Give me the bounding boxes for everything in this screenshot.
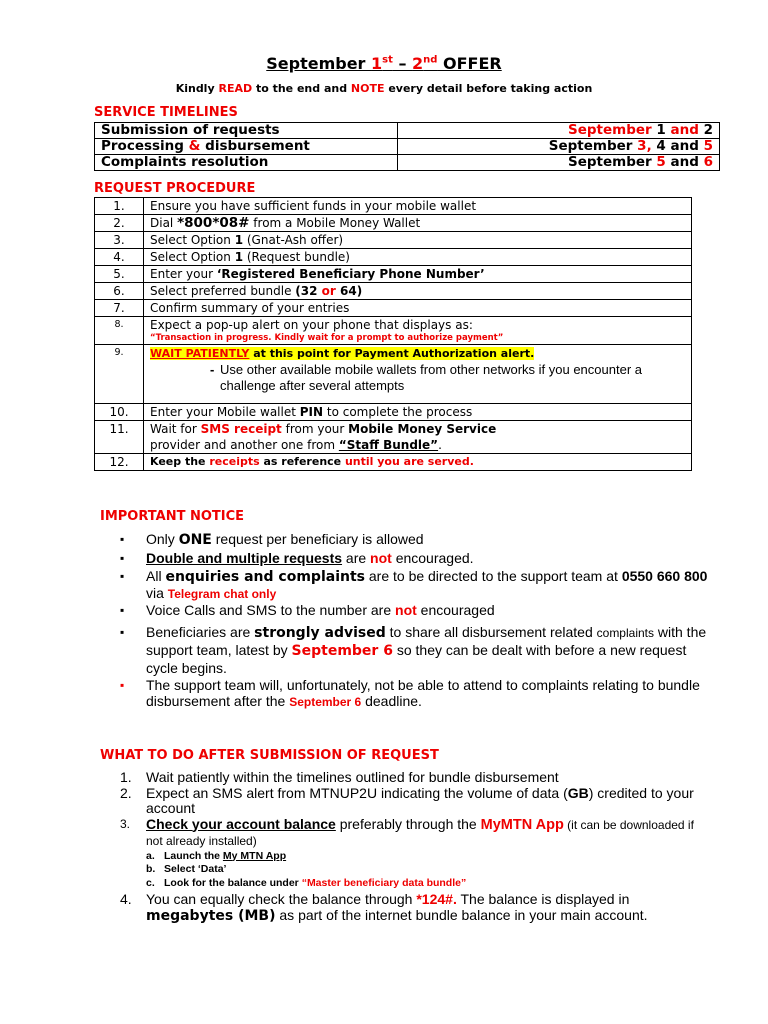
- table-row: [95, 266, 692, 283]
- table-row: [95, 123, 720, 139]
- service-timelines-heading: SERVICE TIMELINES: [94, 105, 238, 120]
- timeline-dates: September 5 and 6: [398, 155, 720, 171]
- step-number: 9.: [95, 345, 144, 404]
- list-item: a. Launch the My MTN App: [146, 849, 287, 862]
- list-item: 2. Expect an SMS alert from MTNUP2U indicating the volume of data (GB) credited to your account: [120, 784, 694, 816]
- table-row: [95, 454, 692, 471]
- notice-list: [120, 531, 710, 710]
- after-submission-heading: WHAT TO DO AFTER SUBMISSION OF REQUEST: [100, 748, 439, 763]
- step-number: 2.: [95, 215, 144, 232]
- step-text: Expect a pop-up alert on your phone that displays as: “Transaction in progress. Kindly wait for a prompt to authorize payment”: [144, 317, 692, 345]
- step-number: 5.: [95, 266, 144, 283]
- step-text: Enter your Mobile wallet PIN to complete the process: [144, 404, 692, 421]
- step-number: 10.: [95, 404, 144, 421]
- step-text: Ensure you have sufficient funds in your mobile wallet: [144, 198, 692, 215]
- wait-highlight: WAIT PATIENTLY at this point for Payment Authorization alert.: [150, 347, 535, 360]
- table-row: [95, 283, 692, 300]
- page-title: September 1st – 2nd OFFER: [266, 54, 502, 73]
- timeline-label: Complaints resolution: [95, 155, 398, 171]
- step-number: 3.: [95, 232, 144, 249]
- table-row: [95, 404, 692, 421]
- list-item: b. Select ‘Data’: [146, 863, 227, 875]
- list-item: ▪ All enquiries and complaints are to be directed to the support team at 0550 660 800 via Telegram chat only: [120, 568, 708, 601]
- step-text: Select Option 1 (Gnat-Ash offer): [144, 232, 692, 249]
- list-item: 4. You can equally check the balance through *124#. The balance is displayed in megabytes (MB) as part of the internet bundle balance in your main account.: [120, 891, 648, 924]
- step-number: 7.: [95, 300, 144, 317]
- table-row: [95, 215, 692, 232]
- step-text: Keep the receipts as reference until you are served.: [144, 454, 692, 471]
- step-number: 4.: [95, 249, 144, 266]
- step-number: 12.: [95, 454, 144, 471]
- step-text: Confirm summary of your entries: [144, 300, 692, 317]
- list-item: ▪ Only ONE request per beneficiary is allowed: [120, 531, 424, 548]
- step-text: [144, 345, 692, 404]
- step-number: 6.: [95, 283, 144, 300]
- list-item: 3. Check your account balance preferably through the MyMTN App (it can be downloaded if not already installed) a. Launch the My MTN App b. Select ‘Data’ c. Look for the balance under “Master beneficiary data bundle”: [120, 817, 710, 891]
- table-row: [95, 421, 692, 454]
- service-timelines-table: [94, 122, 720, 171]
- list-item: c. Look for the balance under “Master beneficiary data bundle”: [146, 876, 467, 889]
- request-procedure-table: [94, 197, 692, 471]
- timeline-label: Submission of requests: [95, 123, 398, 139]
- step-text: Enter your ‘Registered Beneficiary Phone Number’: [144, 266, 692, 283]
- request-procedure-heading: REQUEST PROCEDURE: [94, 181, 256, 196]
- table-row: [95, 249, 692, 266]
- table-row: [95, 345, 692, 404]
- step-text: Select Option 1 (Request bundle): [144, 249, 692, 266]
- step-number: 8.: [95, 317, 144, 345]
- table-row: [95, 198, 692, 215]
- important-notice-heading: IMPORTANT NOTICE: [100, 509, 245, 524]
- step-number: 1.: [95, 198, 144, 215]
- timeline-dates: September 3, 4 and 5: [398, 139, 720, 155]
- timeline-dates: September 1 and 2: [398, 123, 720, 139]
- list-item: ▪ Beneficiaries are strongly advised to share all disbursement related complaints with the support team, latest by September 6 so they can be dealt with before a new request cycle begins.: [120, 624, 707, 676]
- list-item: ▪ Double and multiple requests are not encouraged.: [120, 550, 474, 566]
- table-row: [95, 139, 720, 155]
- step-text: Wait for SMS receipt from your Mobile Money Service provider and another one from “Staff Bundle”.: [144, 421, 692, 454]
- list-item: ▪ Voice Calls and SMS to the number are not encouraged: [120, 602, 495, 618]
- after-steps-list: [120, 770, 710, 924]
- sub-bullet: - Use other available mobile wallets from other networks if you encounter a challenge after several attempts: [210, 362, 642, 393]
- step-text: Dial *800*08# from a Mobile Money Wallet: [144, 215, 692, 232]
- timeline-label: Processing & disbursement: [95, 139, 398, 155]
- list-item: 1. Wait patiently within the timelines outlined for bundle disbursement: [120, 769, 559, 785]
- list-item: ▪ The support team will, unfortunately, not be able to attend to complaints relating to bundle disbursement after the September 6 deadline.: [120, 677, 700, 709]
- sub-steps: [146, 850, 710, 891]
- popup-alert-text: “Transaction in progress. Kindly wait for a prompt to authorize payment”: [150, 333, 504, 343]
- table-row: [95, 317, 692, 345]
- table-row: [95, 155, 720, 171]
- step-number: 11.: [95, 421, 144, 454]
- table-row: [95, 232, 692, 249]
- table-row: [95, 300, 692, 317]
- step-text: Select preferred bundle (32 or 64): [144, 283, 692, 300]
- page-subtitle: Kindly READ to the end and NOTE every detail before taking action: [175, 82, 593, 95]
